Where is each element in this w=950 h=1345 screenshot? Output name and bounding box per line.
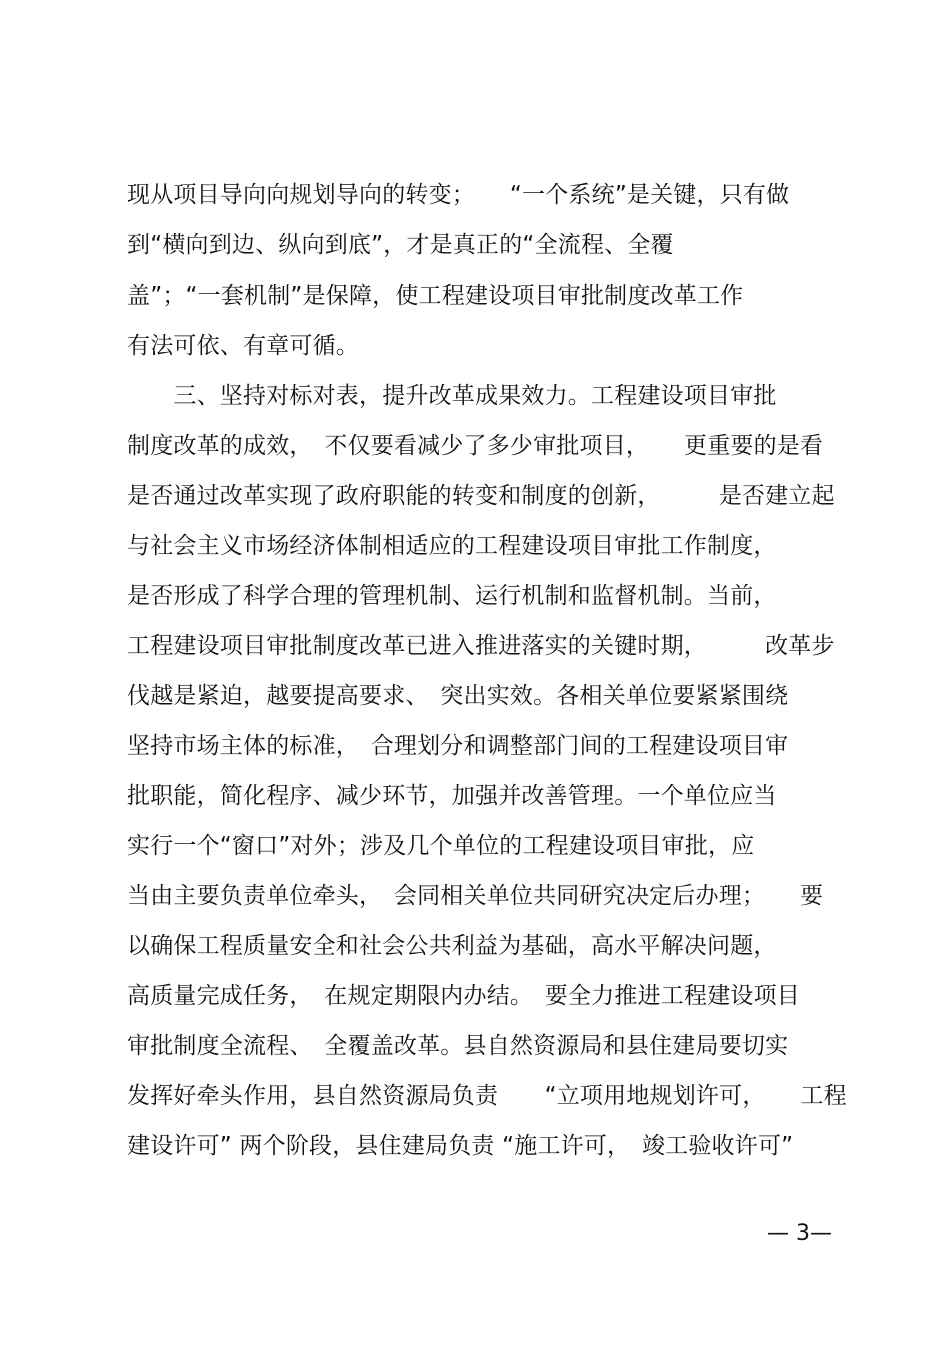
text-line: 现从项目导向向规划导向的转变； “一个系统”是关键，只有做: [127, 182, 790, 208]
text-line: 实行一个“窗口”对外；涉及几个单位的工程建设项目审批，应: [127, 833, 755, 859]
text-line: 是否形成了科学合理的管理机制、运行机制和监督机制。当前，: [127, 583, 777, 609]
page-number: — 3—: [767, 1221, 832, 1246]
text-line: 伐越是紧迫，越要提高要求、 突出实效。各相关单位要紧紧围绕: [127, 683, 789, 709]
text-line: 坚持市场主体的标准， 合理划分和调整部门间的工程建设项目审: [127, 733, 789, 759]
text-line: 是否通过改革实现了政府职能的转变和制度的创新， 是否建立起: [127, 483, 835, 509]
text-line: 当由主要负责单位牵头， 会同相关单位共同研究决定后办理； 要: [127, 883, 824, 909]
text-line: 批职能，简化程序、减少环节，加强并改善管理。一个单位应当: [127, 783, 777, 809]
text-line: 有法可依、有章可循。: [127, 333, 359, 359]
text-line: 与社会主义市场经济体制相适应的工程建设项目审批工作制度，: [127, 533, 777, 559]
text-line: 三、坚持对标对表，提升改革成果效力。工程建设项目审批: [127, 383, 777, 409]
text-line: 以确保工程质量安全和社会公共利益为基础，高水平解决问题，: [127, 933, 777, 959]
text-line: 制度改革的成效， 不仅要看减少了多少审批项目， 更重要的是看: [127, 433, 824, 459]
text-line: 工程建设项目审批制度改革已进入推进落实的关键时期， 改革步: [127, 633, 835, 659]
text-line: 盖”；“一套机制”是保障，使工程建设项目审批制度改革工作: [127, 283, 744, 309]
text-line: 发挥好牵头作用，县自然资源局负责 “立项用地规划许可， 工程: [127, 1083, 847, 1109]
text-line: 高质量完成任务， 在规定期限内办结。 要全力推进工程建设项目: [127, 983, 800, 1009]
text-line: 审批制度全流程、 全覆盖改革。县自然资源局和县住建局要切实: [127, 1033, 789, 1059]
text-line: 建设许可” 两个阶段，县住建局负责 “施工许可， 竣工验收许可”: [127, 1133, 794, 1159]
text-line: 到“横向到边、纵向到底”，才是真正的“全流程、全覆: [127, 232, 674, 258]
